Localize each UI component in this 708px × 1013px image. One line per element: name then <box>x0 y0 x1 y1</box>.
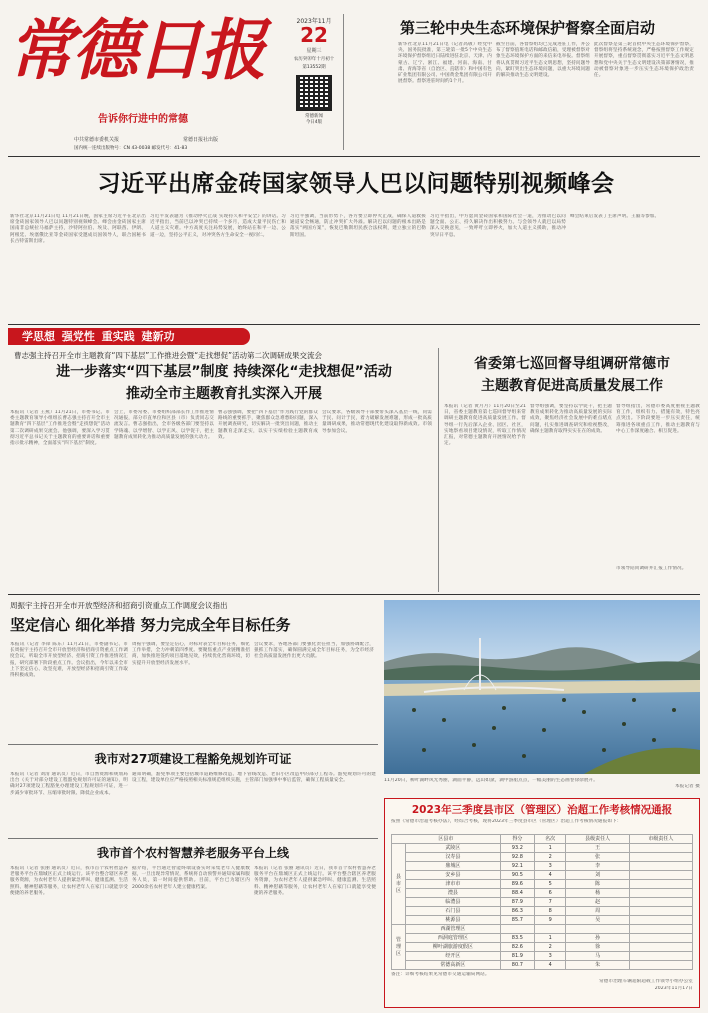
table-cell: 86.3 <box>500 907 534 916</box>
table-header: 得分 <box>500 835 534 844</box>
table-cell <box>629 853 692 862</box>
table-row <box>392 934 693 943</box>
table-header-row <box>392 835 693 844</box>
lead-title: 习近平出席金砖国家领导人巴以问题特别视频峰会 <box>97 171 615 197</box>
masthead-slogan: 告诉你行进中的常德 <box>98 114 188 125</box>
table-cell <box>629 934 692 943</box>
masthead-title: 常德日报 <box>8 11 264 89</box>
table-cell: 82.6 <box>500 943 534 952</box>
elderly-col-1: 本报讯（记者 张丽 通讯员）近日，我市首个农村智慧养老服务平台在鼎城区正式上线运行。该平台整合辖区养老服务资源，为农村老年人提供紧急呼叫、健康监测、生活照料、精神慰藉等服务，让农村老年人在家门口就能享受便捷的养老服务。 <box>10 866 128 896</box>
rule-permit <box>8 838 378 839</box>
elderly-title: 我市首个农村智慧养老服务平台上线 <box>96 846 289 860</box>
notice-signer: 常德市治理车辆超限超载工作领导小组办公室 <box>599 979 693 984</box>
table-row <box>392 844 693 853</box>
left-article-title-2: 推动全市主题教育扎实深入开展 <box>126 386 322 402</box>
lead-col-5: 峰会结束后发表了主席声明。王毅等参加。 <box>570 214 660 219</box>
date-issue: 第13552期 <box>302 65 326 70</box>
left-article-kicker: 曹志强主持召开全市主题教育“四下基层”工作推进会暨“走找想促”活动第二次调研成果交流会 <box>14 351 323 360</box>
lake-photo-image <box>384 600 700 774</box>
table-cell: 4 <box>534 871 566 880</box>
table-cell: 刘 <box>566 871 629 880</box>
permit-col-2: 通知明确，豁免事项主要包括城市道路维修改造、地下管线改造、老旧小区改造中的部分工程等。豁免规划许可的建设工程，建设单位应严格按照相关标准规范组织实施，主管部门加强事中事后监管，确保工程质量安全。 <box>132 772 376 784</box>
notice-date: 2023年11月17日 <box>654 986 693 991</box>
lead-col-4: 习近平指出，中方愿同金砖国家和国际社会一道，为推动巴以问题全面、公正、持久解决作出积极努力。与会领导人就巴以局势深入交换意见，一致呼吁立即停火，加大人道主义援助，推动冲突早日平息。 <box>430 214 566 238</box>
photo-caption: 11月20日，柳叶湖畔风光秀丽，湖面平静，远山如黛，湖中游船点点，一幅美丽的生态画卷徐徐展开。 <box>384 778 598 783</box>
table-row <box>392 889 693 898</box>
table-cell: 澧县 <box>406 889 501 898</box>
table-cell: 2 <box>534 943 566 952</box>
right-article-col-2: 督导组强调，要坚持以学促干，把主题教育成果转化为推动高质量发展的实际成效，聚焦经济社会发展中的难点堵点问题，扎实推进调查研究和检视整改，确保主题教育取得实实在在的成效。 <box>530 404 612 434</box>
notice-box <box>384 798 700 1008</box>
top-article-title: 第三轮中央生态环境保护督察全面启动 <box>400 19 656 37</box>
date-lunar: 农历癸卯年十月初十 <box>293 57 335 62</box>
table-cell: 3 <box>534 862 566 871</box>
table-cell: 桃源县 <box>406 916 501 925</box>
economy-title: 坚定信心 细化举措 努力完成全年目标任务 <box>10 616 291 634</box>
economy-col-2: 周振宇强调，要坚定信心，对标对表全年目标任务，细化工作举措，全力冲刺第四季度。要聚焦重点产业链精准招商，加快推进签约项目落地见效，持续优化营商环境，切实提升开放型经济发展水平。 <box>132 642 250 666</box>
table-row <box>392 853 693 862</box>
table-row <box>392 925 693 934</box>
lake-photo <box>384 600 700 774</box>
table-cell: 鼎城区 <box>406 862 501 871</box>
table-cell: 安乡县 <box>406 871 501 880</box>
rule-mid <box>8 594 700 595</box>
date-box <box>290 16 338 146</box>
table-cell: 1 <box>534 844 566 853</box>
elderly-col-2: 据介绍，平台通过智能终端设备实时采集老年人健康数据，一旦出现异常情况，系统将自动预警并通知家属和服务人员，第一时间提供帮助。目前，平台已为辖区内2000余名农村老年人建立健康档案。 <box>132 866 250 890</box>
notice-intro: 按照《常德市治超考核办法》，经综合考核，现将2023年三季度县市区（管理区）治超工作考核情况通报如下： <box>391 819 622 824</box>
table-cell <box>629 889 692 898</box>
table-cell: 7 <box>534 898 566 907</box>
left-article-col-3: 曹志强强调，要把“四下基层”作为践行党的群众路线的重要抓手，聚焦群众急难愁盼问题，深入开展调查研究，切实解决一批突出问题，推动主题教育走深走实，以实干实绩检验主题教育成效。 <box>218 410 318 440</box>
right-article-col-3b: 市领导陪同调研并汇报工作情况。 <box>616 566 687 571</box>
lead-col-2: 习近平发表题为《推动停火止战 实现持久和平安全》的讲话。习近平指出，当前巴以冲突已持续一个多月，造成大量平民伤亡和人道主义灾难。中方高度关注局势发展，始终站在和平一边、公道一边，坚持公平正义，对冲突各方生命安全一视同仁。 <box>150 214 286 238</box>
table-cell <box>629 862 692 871</box>
permit-col-1: 本报讯（记者 刘清 通讯员）近日，市自然资源和规划局出台《关于对部分建设工程豁免规划许可证的通知》，明确对27项建设工程豁免办理建设工程规划许可证，进一步减少审批环节、压缩审批时限、降低企业成本。 <box>10 772 128 796</box>
masthead-publisher-2: 常德日报社出版 <box>183 137 219 143</box>
date-day: 22 <box>300 23 328 47</box>
table-cell: 徐 <box>566 943 629 952</box>
table-cell <box>566 925 629 934</box>
rule-lead <box>8 324 700 325</box>
table-row <box>392 916 693 925</box>
photo-credit: 本报记者 摄 <box>674 784 700 789</box>
table-cell: 83.5 <box>500 934 534 943</box>
table-cell: 孙 <box>566 934 629 943</box>
table-cell: 李 <box>566 862 629 871</box>
left-article-col-2: 会上，市委常委、市委组织部部长作工作推进情况通报，部分市直单位和区县（市）负责同志交流发言。曹志强指出，全市各级各部门要坚持以学铸魂、以学增智、以学正风、以学促干，把主题教育成果转化为推动高质量发展的强大动力。 <box>114 410 214 440</box>
table-cell: 经开区 <box>406 952 501 961</box>
economy-col-3: 会议要求，各地各部门要强化责任担当，加强协调配合，狠抓工作落实，确保圆满完成全年目标任务，为全市经济社会高质量发展作出更大贡献。 <box>254 642 374 660</box>
table-row <box>392 871 693 880</box>
qr-label: 常德新闻 <box>305 114 323 119</box>
masthead-publisher: 中共常德市委机关报 <box>74 137 120 143</box>
table-cell <box>500 925 534 934</box>
table-cell: 88.4 <box>500 889 534 898</box>
table-cell <box>629 952 692 961</box>
divider-mid <box>438 348 439 592</box>
table-cell: 武陵区 <box>406 844 501 853</box>
table-header: 县级责任人 <box>566 835 629 844</box>
lead-col-3: 习近平强调，当前形势下，各方要立即停火止战，确保人道救援通道安全畅通，防止冲突扩大外溢。解决巴以问题的根本出路是落实“两国方案”，恢复巴勒斯坦民族合法权利，建立独立的巴勒斯坦国。 <box>290 214 426 238</box>
table-cell: 92.8 <box>500 853 534 862</box>
permit-title: 我市对27项建设工程豁免规划许可证 <box>94 752 292 766</box>
table-cell: 93.2 <box>500 844 534 853</box>
pages-label: 今日4版 <box>305 120 323 125</box>
left-article-title-1: 进一步落实“四下基层”制度 持续深化“走找想促”活动 <box>56 364 392 380</box>
table-row <box>392 880 693 889</box>
table-cell: 张 <box>566 853 629 862</box>
left-article-col-4: 会议要求，各级领导干部要带头深入基层一线，问需于民、问计于民，着力破解发展难题，形成一批高质量调研成果，推动常德现代化建设取得新成效。市领导参加会议。 <box>322 410 432 434</box>
table-cell: 陈 <box>566 880 629 889</box>
top-article-col-2: 截至目前，各督察组均已完成进驻工作，并公布了督察值班电话和邮政信箱，受理被督察对象生态环境保护方面的来信来电举报。督察组将认真贯彻习近平生态文明思想，坚持问题导向，紧盯突出生态环境问题，以重大环境问题的解决推动生态文明建设。 <box>496 42 590 79</box>
notice-table <box>391 834 693 970</box>
table-row <box>392 862 693 871</box>
table-cell: 8 <box>534 907 566 916</box>
table-cell <box>629 907 692 916</box>
table-cell: 90.5 <box>500 871 534 880</box>
table-cell <box>629 880 692 889</box>
masthead <box>8 6 286 152</box>
right-article-col-1: 本报讯（记者 黄月月）11月20日至21日，省委主题教育第七巡回督导组来常调研主题教育促进高质量发展工作。督导组一行先后深入企业、园区、社区，实地察看项目建设情况，听取工作情况汇报，对常德主题教育开展情况给予肯定。 <box>444 404 526 447</box>
table-cell: 2 <box>534 853 566 862</box>
table-cell: 4 <box>534 961 566 970</box>
notice-title: 2023年三季度县市区（管理区）治超工作考核情况通报 <box>411 804 673 816</box>
table-cell: 6 <box>534 889 566 898</box>
table-cell <box>629 871 692 880</box>
economy-kicker: 周振宇主持召开全市开放型经济和招商引资重点工作调度会议指出 <box>10 601 228 610</box>
right-article-title-2: 主题教育促进高质量发展工作 <box>481 378 663 394</box>
table-cell: 89.6 <box>500 880 534 889</box>
table-cell <box>629 844 692 853</box>
date-month: 2023年11月 <box>296 18 332 25</box>
table-row <box>392 961 693 970</box>
table-group-cell: 管理区 <box>392 925 406 970</box>
notice-note: 备注：详细考核结果见常德市交通运输局网站。 <box>391 972 490 977</box>
table-cell: 87.9 <box>500 898 534 907</box>
lead-col-1: 新华社北京11月21日电 11月21日晚，国家主席习近平在北京出席金砖国家领导人巴以问题特别视频峰会。峰会由金砖国家主席国南非总统拉马福萨主持，沙特阿拉伯、埃及、阿联酋、伊朗、阿根廷、埃塞俄比亚等金砖国家受邀成员国领导人，联合国秘书长古特雷斯出席。 <box>10 214 146 244</box>
table-header: 市级责任人 <box>629 835 692 844</box>
table-cell: 80.7 <box>500 961 534 970</box>
table-row <box>392 907 693 916</box>
table-cell: 吴 <box>566 916 629 925</box>
table-header: 名次 <box>534 835 566 844</box>
table-cell: 汉寿县 <box>406 853 501 862</box>
table-cell: 王 <box>566 844 629 853</box>
date-weekday: 星期三 <box>306 48 322 54</box>
table-cell: 西湖管理区 <box>406 925 501 934</box>
table-cell: 杨 <box>566 889 629 898</box>
rule-economy <box>8 744 378 745</box>
qr-code[interactable] <box>296 75 332 111</box>
table-cell <box>629 916 692 925</box>
masthead-codes: 国内统一连续出版物号：CN 43-0038 邮发代号：41-83 <box>74 146 188 151</box>
table-cell: 津市市 <box>406 880 501 889</box>
table-cell: 朱 <box>566 961 629 970</box>
table-cell: 5 <box>534 880 566 889</box>
table-cell <box>629 961 692 970</box>
table-cell: 3 <box>534 952 566 961</box>
economy-col-1: 本报讯（记者 李锋 陈东）11月21日，市委副书记、市长周振宇主持召开全市开放型经济和招商引资重点工作调度会议，听取全市开放型经济、招商引资工作推进情况汇报，研究部署下阶段重点工作。会议指出，今年以来全市上下坚定信心、攻坚克难，开放型经济和招商引资工作取得积极成效。 <box>10 642 128 679</box>
table-group-cell: 县市区 <box>392 844 406 925</box>
table-cell: 85.7 <box>500 916 534 925</box>
table-cell: 81.9 <box>500 952 534 961</box>
elderly-col-3: 本报讯（记者 张丽 通讯员）近日，我市首个农村智慧养老服务平台在鼎城区正式上线运行。该平台整合辖区养老服务资源，为农村老年人提供紧急呼叫、健康监测、生活照料、精神慰藉等服务，让农村老年人在家门口就能享受便捷的养老服务。 <box>254 866 376 896</box>
table-cell <box>629 943 692 952</box>
theme-banner: 学思想 强党性 重实践 建新功 <box>8 328 250 345</box>
table-cell: 周 <box>566 907 629 916</box>
table-cell: 9 <box>534 916 566 925</box>
masthead-divider <box>343 14 344 150</box>
right-article-title-1: 省委第七巡回督导组调研常德市 <box>474 356 670 372</box>
table-cell: 临澧县 <box>406 898 501 907</box>
table-cell <box>629 925 692 934</box>
table-cell: 石门县 <box>406 907 501 916</box>
table-cell: 马 <box>566 952 629 961</box>
top-article-col-3: 此次督察是第三轮首批中央生态环境保护督察，督察组将坚持系统观念，严格按照督察工作规定开展督察，重点督察贯彻落实习近平生态文明思想和党中央关于生态文明建设决策部署情况，推动被督察对象进一步压实生态环境保护政治责任。 <box>594 42 694 79</box>
table-cell: 1 <box>534 934 566 943</box>
table-cell <box>534 925 566 934</box>
right-article-col-3: 督导组指出，常德市委高度重视主题教育工作，组织有力、措施有效，特色亮点突出。下阶段要进一步压实责任，统筹推进各项重点工作，推动主题教育与中心工作深度融合、相互促进。 <box>616 404 700 434</box>
table-cell: 赵 <box>566 898 629 907</box>
table-cell: 西洞庭管理区 <box>406 934 501 943</box>
table-cell: 92.1 <box>500 862 534 871</box>
table-header: 区县市 <box>392 835 501 844</box>
table-row <box>392 898 693 907</box>
top-article-col-1: 新华社北京11月21日电（记者高敬）经党中央、国务院批准，第三轮第一批5个中央生态环境保护督察组近日陆续进驻北京、天津、内蒙古、辽宁、浙江、福建、河南、海南、甘肃、青海等省（自治区、直辖市）和中国有色矿业集团有限公司、中国黄金集团有限公司开展督察。督察进驻时间约1个月。 <box>398 42 492 85</box>
table-cell: 常德高新区 <box>406 961 501 970</box>
table-row <box>392 943 693 952</box>
left-article-col-1: 本报讯（记者 王燕）11月21日，市委书记、市委主题教育领导小组组长曹志强主持召开全市主题教育“四下基层”工作推进会暨“走找想促”活动第二次调研成果交流会。他强调，要深入学习贯彻习近平总书记关于主题教育的重要讲话和重要指示批示精神，全面落实“四下基层”制度。 <box>10 410 110 447</box>
table-cell <box>629 898 692 907</box>
table-row <box>392 952 693 961</box>
table-cell: 柳叶湖旅游度假区 <box>406 943 501 952</box>
rule-top <box>8 156 700 157</box>
